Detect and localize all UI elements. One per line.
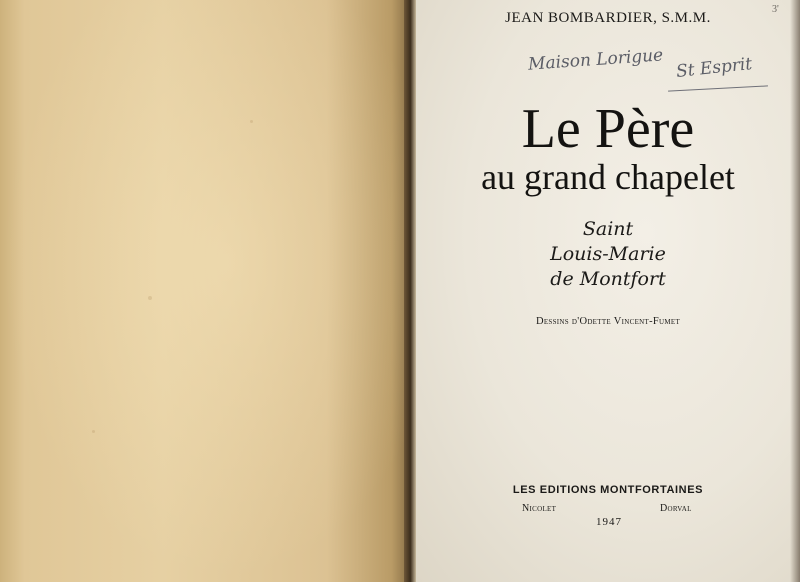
handwritten-inscription-place: St Esprit bbox=[675, 54, 754, 82]
book-title-continued: au grand chapelet bbox=[481, 157, 735, 197]
illustrator-credit: Dessins d'Odette Vincent-Fumet bbox=[535, 316, 681, 327]
paper-spot bbox=[148, 296, 152, 300]
publication-year: 1947 bbox=[596, 516, 622, 528]
subtitle-line: Louis-Marie bbox=[550, 243, 666, 265]
publisher-place: Nicolet bbox=[522, 503, 557, 514]
paper-spot bbox=[92, 430, 95, 433]
subtitle-line: de Montfort bbox=[550, 268, 666, 290]
subtitle-line: Saint bbox=[582, 218, 634, 240]
paper-spot bbox=[250, 120, 253, 123]
page-mark: 3' bbox=[772, 4, 779, 15]
author-name: JEAN BOMBARDIER, S.M.M. bbox=[505, 10, 711, 26]
publisher-place: Dorval bbox=[660, 503, 692, 514]
publisher-name: LES EDITIONS MONTFORTAINES bbox=[512, 484, 704, 496]
handwritten-inscription: Maison Lorigue bbox=[527, 45, 664, 75]
book-title-main: Le Père bbox=[521, 98, 695, 160]
